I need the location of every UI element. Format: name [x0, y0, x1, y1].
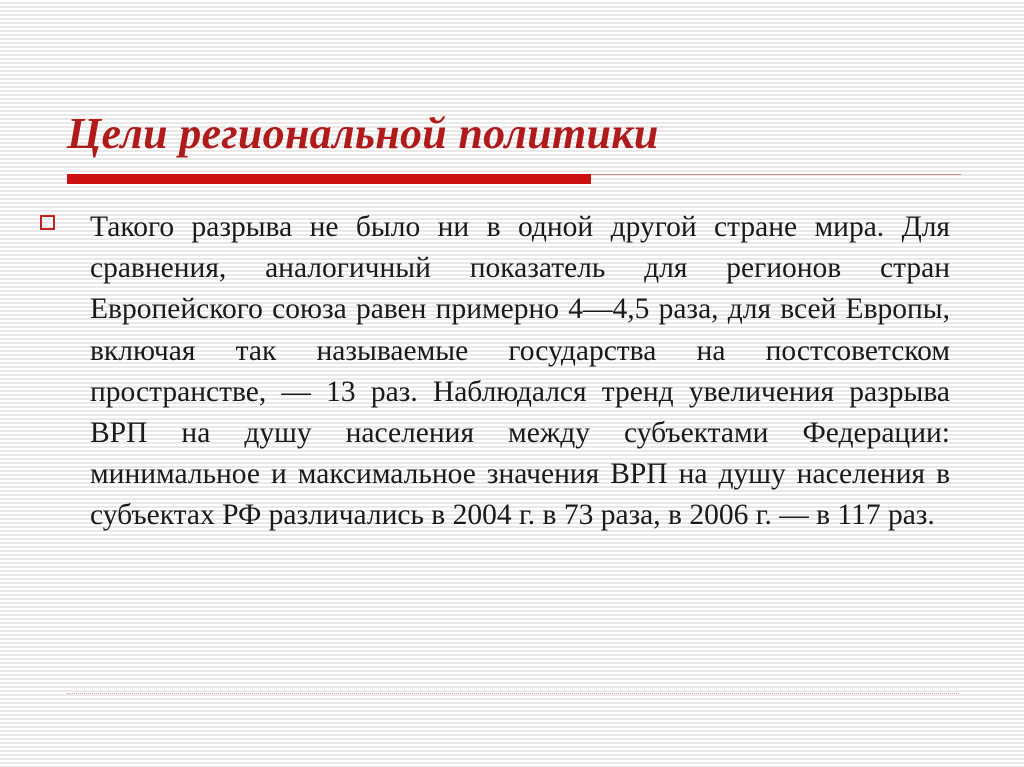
- bullet-text: Такого разрыва не было ни в одной другой стране мира. Для сравнения, аналогичный показатель для регионов стран Европейского союза равен примерно 4—4,5 раза, для всей Европы, включая так называемые государства на постсоветском пространстве, — 13 раз. Наблюдался тренд увеличения разрыва ВРП на душу населения между субъектами Федерации: минимальное и максимальное значения ВРП на душу населения в субъектах РФ различались в 2004 г. в 73 раза, в 2006 г. — в 117 раз.: [90, 211, 950, 532]
- slide-title: Цели региональной политики: [67, 109, 659, 158]
- title-accent-bar: [67, 174, 591, 184]
- hollow-square-bullet-icon: [40, 215, 55, 230]
- footer-divider-line: [67, 693, 959, 694]
- title-divider-line: [591, 174, 961, 175]
